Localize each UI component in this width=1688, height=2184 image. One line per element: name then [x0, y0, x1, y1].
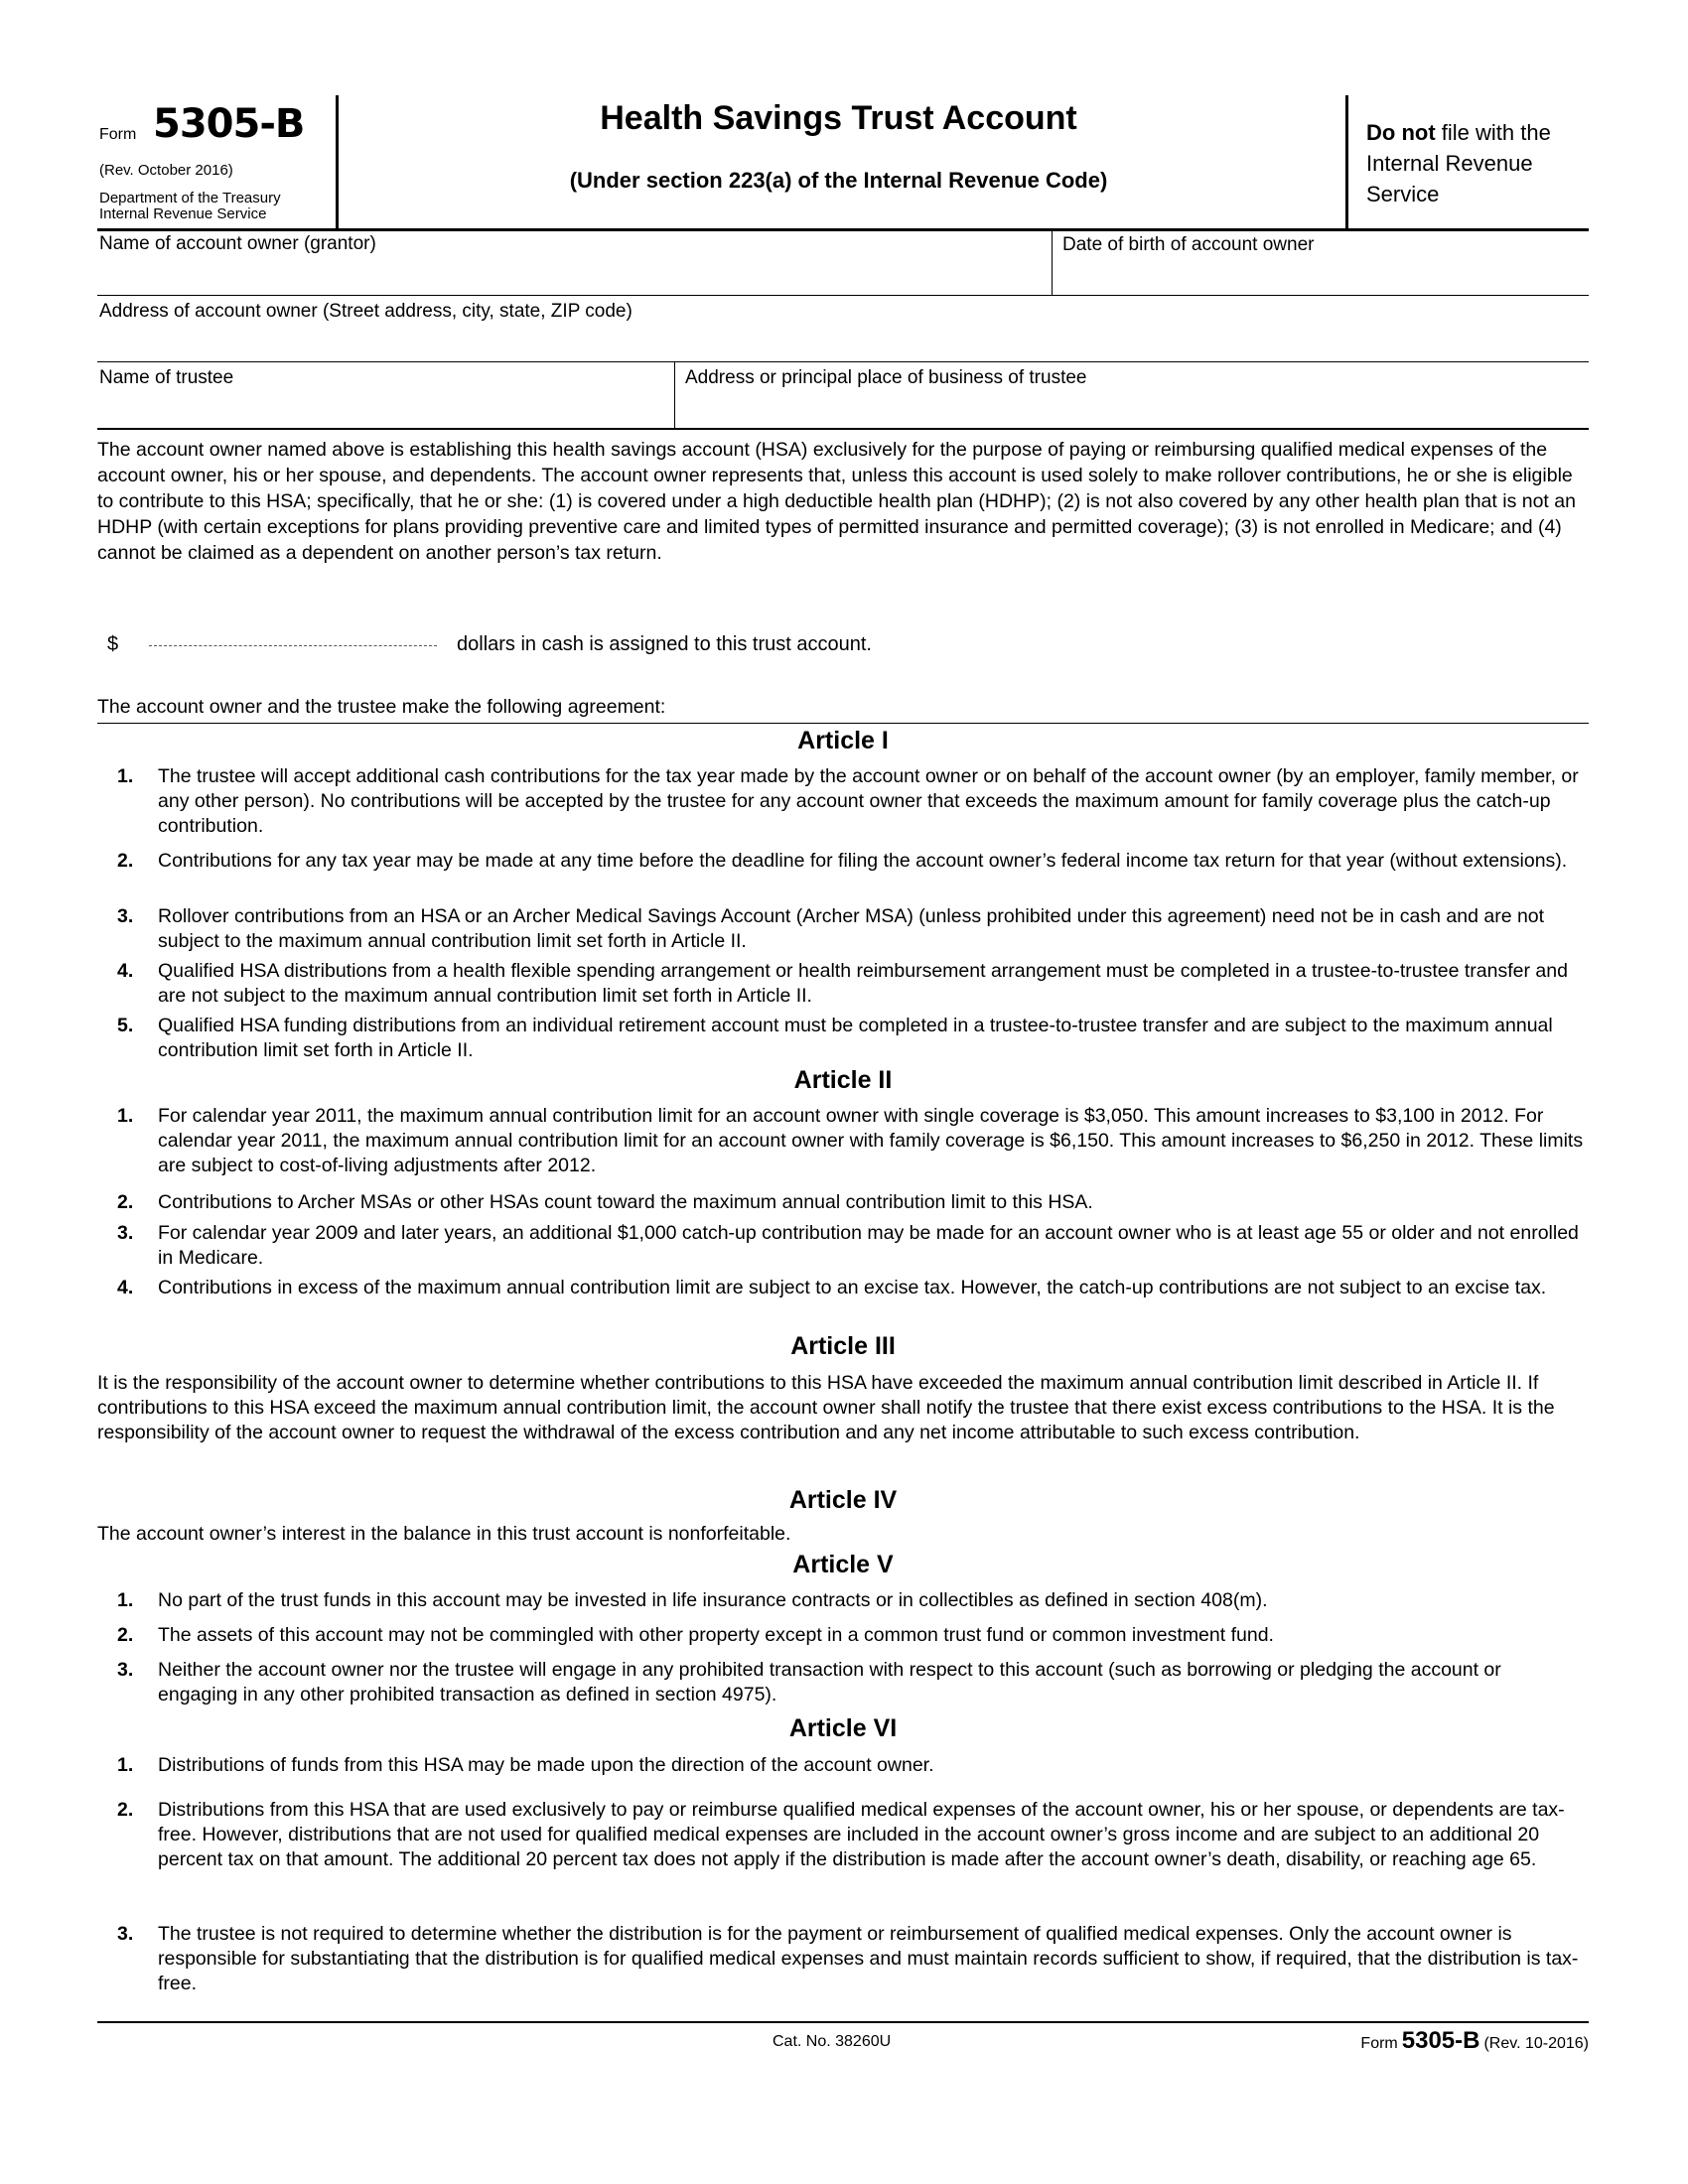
filing-note-block [1345, 95, 1592, 228]
item-number: 2. [117, 1799, 134, 1821]
dollar-sign: $ [107, 633, 119, 655]
item-number: 2. [117, 850, 134, 872]
filing-note-bold: Do not [1366, 120, 1436, 145]
article-4-title: Article IV [788, 1486, 898, 1514]
cash-amount-input[interactable] [149, 645, 437, 646]
article-6-title: Article VI [788, 1714, 898, 1742]
form-id-block [97, 95, 339, 228]
item-number: 1. [117, 1105, 134, 1127]
intro-paragraph: The account owner named above is establishing this health savings account (HSA) exclusively for the purpose of paying or reimbursing qualified medical expenses of the account owner, his or her spouse, and dependents. The account owner represents that, unless this account is used solely to make rollover contributions, he or she is eligible to contribute to this HSA; specifically, that he or she: (1) is covered under a high deductible health plan (HDHP); (2) is not also covered by any other health plan that is not an HDHP (with certain exceptions for plans providing preventive care and limited types of permitted insurance and permitted coverage); (3) is not enrolled in Medicare; and (4) cannot be claimed as a dependent on another person’s tax return. [97, 439, 1576, 564]
department [99, 191, 338, 222]
item-text: Neither the account owner nor the trustee will engage in any prohibited transaction with respect to this account (such as borrowing or pledging the account or engaging in any other prohibited transaction as defined in section 4975). [158, 1659, 1501, 1706]
item-number: 3. [117, 1659, 134, 1681]
item-text: Rollover contributions from an HSA or an Archer Medical Savings Account (Archer MSA) (unless prohibited under this agreement) need not be in cash and are not subject to the maximum annual contribution limit set forth in Article II. [158, 905, 1545, 952]
item-text: No part of the trust funds in this account may be invested in life insurance contracts or in collectibles as defined in section 408(m). [158, 1589, 1268, 1611]
trustee-address-field[interactable] [674, 361, 1589, 428]
form-number: 5305-B [153, 101, 305, 147]
form-word: Form [99, 126, 137, 143]
item-text: The trustee is not required to determine whether the distribution is for the payment or reimbursement of qualified medical expenses. Only the account owner is responsible for substantiating that the distribution is for qualified medical expenses and must maintain records sufficient to show, if required, that the distribution is tax-free. [158, 1923, 1579, 1994]
item-text: For calendar year 2009 and later years, an additional $1,000 catch-up contribution may be made for an account owner who is at least age 55 or older and not enrolled in Medicare. [158, 1222, 1579, 1269]
owner-row [97, 228, 1589, 296]
owner-dob-label: Date of birth of account owner [1062, 234, 1315, 255]
filing-note-rest: file with the Internal Revenue Service [1366, 120, 1551, 206]
page-title: Health Savings Trust Account [600, 99, 1077, 137]
article-3-title: Article III [790, 1332, 896, 1360]
catalog-number: Cat. No. 38260U [773, 2033, 892, 2050]
item-number: 3. [117, 905, 134, 927]
article-1-title: Article I [797, 727, 889, 754]
owner-dob-field[interactable] [1052, 228, 1589, 295]
item-text: For calendar year 2011, the maximum annual contribution limit for an account owner with single coverage is $3,050. This amount increases to $3,100 in 2012. For calendar year 2011, the maximum annual contribution limit for an account owner with family coverage is $6,150. This amount increases to $6,250 in 2012. These limits are subject to cost-of-living adjustments after 2012. [158, 1105, 1584, 1176]
department-line1: Department of the Treasury [99, 190, 281, 206]
footer-form-word: Form [1360, 2035, 1398, 2052]
footer-revision: (Rev. 10-2016) [1483, 2035, 1589, 2052]
trustee-row [97, 361, 1589, 430]
item-number: 2. [117, 1624, 134, 1646]
item-text: Contributions for any tax year may be made at any time before the deadline for filing the account owner’s federal income tax return for that year (without extensions). [158, 850, 1568, 872]
item-text: Contributions to Archer MSAs or other HSAs count toward the maximum annual contribution limit to this HSA. [158, 1191, 1093, 1213]
trustee-name-label: Name of trustee [99, 367, 234, 388]
item-text: Qualified HSA funding distributions from an individual retirement account must be completed in a trustee-to-trustee transfer and are subject to the maximum annual contribution limit set forth in Article II. [158, 1015, 1553, 1061]
item-number: 2. [117, 1191, 134, 1213]
owner-address-row [97, 295, 1589, 362]
item-number: 1. [117, 765, 134, 787]
owner-address-label: Address of account owner (Street address, city, state, ZIP code) [99, 301, 633, 322]
trustee-name-field[interactable] [97, 361, 673, 428]
item-number: 3. [117, 1222, 134, 1244]
item-number: 4. [117, 1277, 134, 1298]
owner-name-field[interactable] [97, 228, 1051, 295]
item-number: 5. [117, 1015, 134, 1036]
trustee-address-label: Address or principal place of business of trustee [685, 367, 1087, 388]
item-number: 1. [117, 1589, 134, 1611]
article-2-title: Article II [793, 1066, 893, 1094]
item-text: Distributions from this HSA that are used exclusively to pay or reimburse qualified medical expenses of the account owner, his or her spouse, or dependents are tax-free. However, distributions that are not used for qualified medical expenses are included in the account owner’s gross income and are subject to an additional 20 percent tax on that amount. The additional 20 percent tax does not apply if the distribution is made after the account owner’s death, disability, or reaching age 65. [158, 1799, 1565, 1870]
page-footer [97, 2021, 1589, 2054]
item-number: 1. [117, 1754, 134, 1776]
item-text: The assets of this account may not be commingled with other property except in a common trust fund or common investment fund. [158, 1624, 1274, 1646]
cash-text: dollars in cash is assigned to this trust account. [457, 633, 872, 655]
owner-address-field[interactable] [97, 295, 1589, 361]
owner-name-label: Name of account owner (grantor) [99, 233, 376, 254]
item-text: Distributions of funds from this HSA may be made upon the direction of the account owner. [158, 1754, 934, 1776]
footer-form-number: 5305-B [1401, 2027, 1480, 2054]
item-number: 3. [117, 1923, 134, 1945]
article-3-text: It is the responsibility of the account owner to determine whether contributions to this HSA have exceeded the maximum annual contribution limit described in Article II. If contributions to this HSA exceed the maximum annual contribution limit, the account owner shall notify the trustee that there exist excess contributions to the HSA. It is the responsibility of the account owner to request the withdrawal of the excess contribution and any net income attributable to such excess contribution. [97, 1372, 1555, 1443]
filing-note [1366, 117, 1585, 209]
article-4-text: The account owner’s interest in the balance in this trust account is nonforfeitable. [97, 1523, 791, 1545]
item-number: 4. [117, 960, 134, 982]
page-subtitle: (Under section 223(a) of the Internal Revenue Code) [569, 168, 1108, 193]
form-header [97, 95, 1589, 231]
item-text: The trustee will accept additional cash contributions for the tax year made by the account owner or on behalf of the account owner (by an employer, family member, or any other person). No contributions will be accepted by the trustee for any account owner that exceeds the maximum amount for family coverage plus the catch-up contribution. [158, 765, 1579, 837]
footer-form-id [1360, 2027, 1589, 2055]
agreement-line: The account owner and the trustee make the following agreement: [97, 696, 1589, 724]
department-line2: Internal Revenue Service [99, 205, 267, 222]
title-block [339, 95, 1338, 228]
item-text: Qualified HSA distributions from a health flexible spending arrangement or health reimbursement arrangement must be completed in a trustee-to-trustee transfer and are not subject to the maximum annual contribution limit set forth in Article II. [158, 960, 1568, 1007]
item-text: Contributions in excess of the maximum annual contribution limit are subject to an excise tax. However, the catch-up contributions are not subject to an excise tax. [158, 1277, 1547, 1298]
article-5-title: Article V [792, 1551, 894, 1578]
form-revision: (Rev. October 2016) [99, 162, 233, 179]
